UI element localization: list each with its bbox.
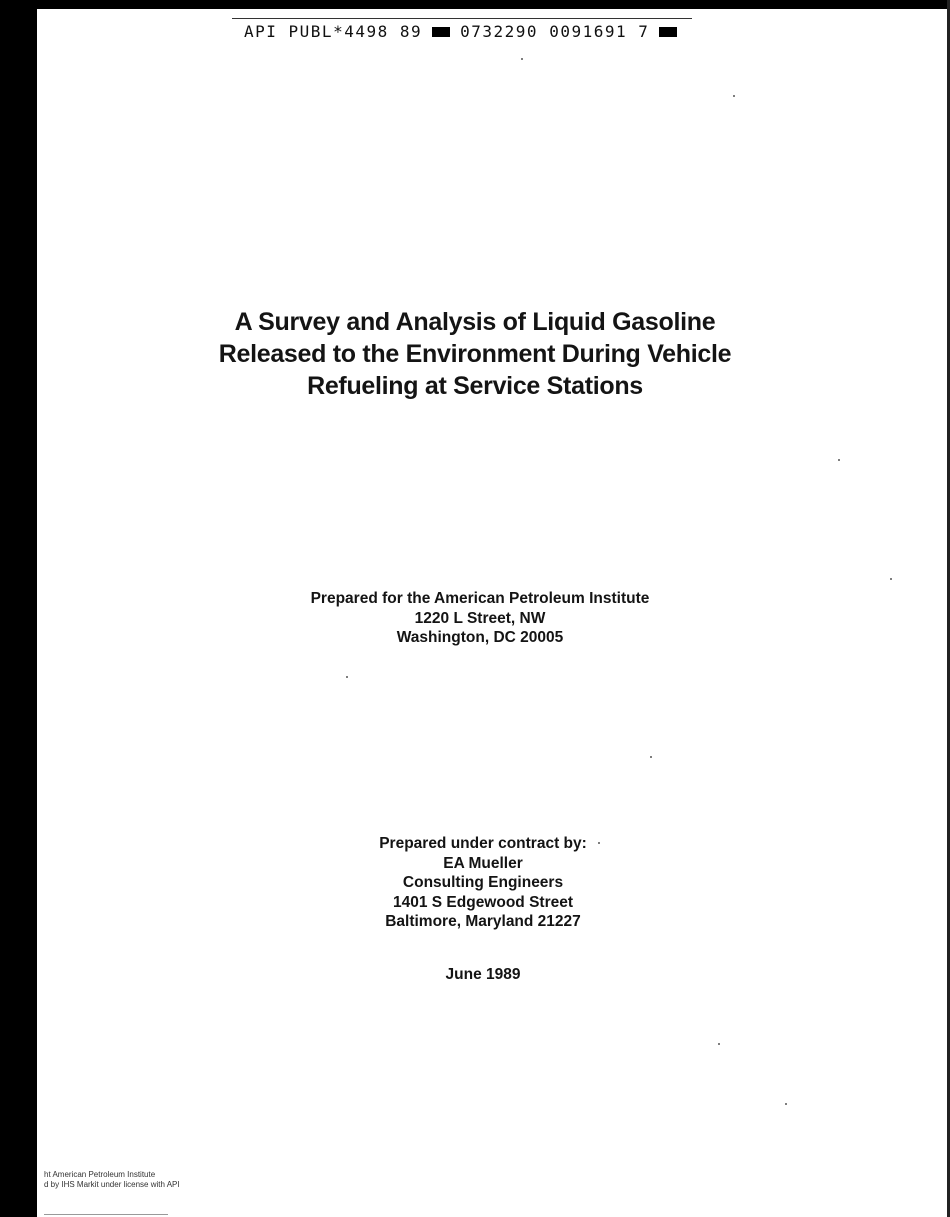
contractor-name: EA Mueller — [443, 854, 523, 872]
barcode-block-icon — [432, 27, 450, 37]
scan-speck — [785, 1103, 787, 1105]
footer-line: ht American Petroleum Institute — [44, 1170, 156, 1179]
contractor-block — [330, 834, 636, 932]
footer-line: d by IHS Markit under license with API — [44, 1180, 180, 1189]
scan-speck — [598, 842, 600, 844]
contractor-type: Consulting Engineers — [402, 874, 564, 891]
scan-top-border — [0, 0, 950, 9]
address-street: 1220 L Street, NW — [414, 609, 546, 627]
scan-speck — [838, 459, 840, 461]
scan-left-border — [0, 0, 37, 1217]
scan-speck — [890, 578, 892, 580]
scan-speck — [733, 95, 735, 97]
document-id — [244, 22, 687, 41]
publication-date: June 1989 — [445, 966, 521, 983]
title-line: A Survey and Analysis of Liquid Gasoline — [234, 308, 716, 336]
address-city: Washington, DC 20005 — [396, 629, 564, 646]
license-footer — [44, 1170, 180, 1190]
scan-speck — [650, 756, 652, 758]
prepared-for-block — [280, 589, 680, 648]
contractor-city: Baltimore, Maryland 21227 — [385, 913, 581, 930]
prepared-for-line: Prepared for the American Petroleum Institute — [310, 590, 650, 607]
scan-speck — [718, 1043, 720, 1045]
title-line: Released to the Environment During — [218, 340, 641, 368]
scan-speck — [521, 58, 523, 60]
header-rule — [232, 18, 692, 19]
scan-speck — [346, 676, 348, 678]
title-line: Vehicle Refueling at Service Stations — [307, 340, 732, 400]
footer-rule — [44, 1214, 168, 1215]
document-id-right: 0732290 0091691 7 — [460, 22, 650, 41]
report-title — [180, 306, 770, 402]
document-id-left: API PUBL*4498 89 — [244, 22, 423, 41]
contractor-heading: Prepared under contract by: — [379, 835, 587, 852]
contractor-street: 1401 S Edgewood Street — [392, 893, 574, 911]
barcode-block-icon — [659, 27, 677, 37]
